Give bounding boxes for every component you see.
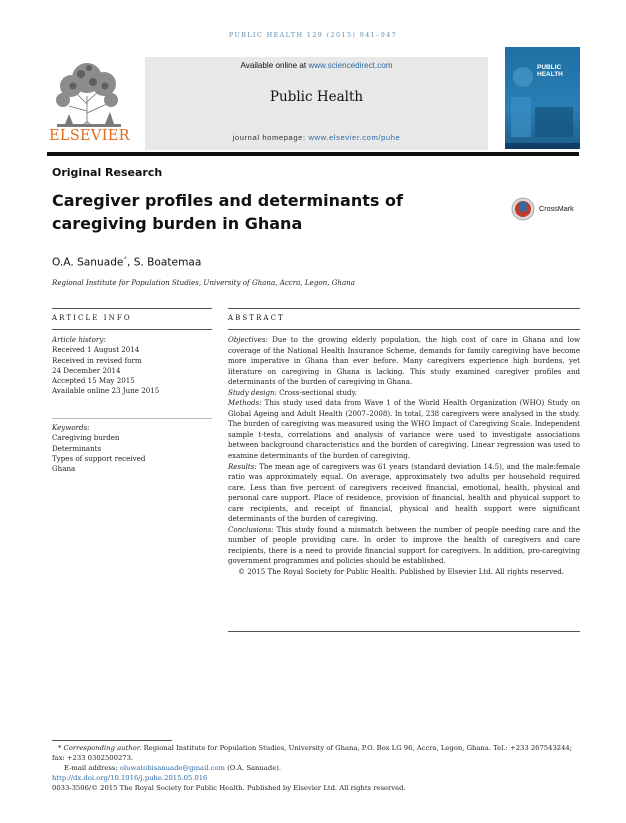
abstract-bottom-rule bbox=[228, 631, 580, 632]
article-history bbox=[52, 335, 212, 397]
history-label: Article history: bbox=[52, 335, 106, 344]
journal-homepage bbox=[145, 133, 488, 142]
journal-name: Public Health bbox=[269, 89, 364, 105]
elsevier-wordmark: ELSEVIER bbox=[49, 128, 130, 144]
keyword-item: Types of support received bbox=[52, 453, 146, 463]
email-link[interactable]: oluwatobisanuade@gmail.com bbox=[119, 764, 225, 772]
results-label: Results: bbox=[228, 461, 257, 471]
affiliation: Regional Institute for Population Studies, University of Ghana, Accra, Legon, Ghana bbox=[52, 278, 355, 287]
homepage-prefix: journal homepage: bbox=[232, 133, 309, 142]
corresponding-label: * Corresponding author. bbox=[58, 744, 142, 752]
history-item: 24 December 2014 bbox=[52, 365, 121, 375]
doi-link[interactable]: http://dx.doi.org/10.1016/j.puhe.2015.05.016 bbox=[52, 774, 208, 782]
journal-masthead bbox=[47, 47, 579, 152]
author-2[interactable]: S. Boatemaa bbox=[133, 256, 202, 269]
elsevier-tree-icon bbox=[47, 56, 131, 134]
abstract-heading: ABSTRACT bbox=[228, 314, 285, 322]
elsevier-logo[interactable] bbox=[47, 56, 131, 148]
keyword-item: Ghana bbox=[52, 464, 76, 474]
sciencedirect-link[interactable]: www.sciencedirect.com bbox=[308, 61, 393, 70]
history-item: Received in revised form bbox=[52, 355, 142, 365]
header-divider bbox=[47, 152, 579, 156]
available-online bbox=[145, 61, 488, 70]
author-1[interactable]: O.A. Sanuade bbox=[52, 256, 124, 269]
cover-title bbox=[537, 64, 563, 78]
running-head: PUBLIC HEALTH 129 (2015) 941–947 bbox=[228, 31, 398, 39]
abstract-objectives bbox=[228, 335, 580, 388]
design-text: Cross-sectional study. bbox=[279, 387, 357, 397]
conclusions-text: This study found a mismatch between the number of people needing care and the number of people providing care. In order to improve the health of caregivers and care recipients, there is a need to provide financial support for caregivers. In addition, pro-caregiving government programmes and policies should be established. bbox=[228, 524, 580, 566]
abstract-results bbox=[228, 462, 580, 525]
available-prefix: Available online at bbox=[240, 61, 309, 70]
abstract-copyright: © 2015 The Royal Society for Public Health. Published by Elsevier Ltd. All rights reserved. bbox=[238, 567, 564, 577]
abstract-conclusions bbox=[228, 525, 580, 567]
crossmark-icon bbox=[511, 197, 535, 221]
article-info-sub-rule bbox=[52, 329, 212, 330]
conclusions-label: Conclusions: bbox=[228, 524, 274, 534]
email-suffix: (O.A. Sanuade). bbox=[227, 764, 282, 772]
keyword-item: Caregiving burden bbox=[52, 433, 120, 443]
results-text: The mean age of caregivers was 61 years (standard deviation 14.5), and the male:female ratio was approximately equal. On average, approximately two adults per household required care. Less than five percent of caregivers received financial, emotional, health, physical and personal care support. Place of residence, provision of financial, health and physical support to care recipients, and receipt of financial, physical and health support were significant determinants of the burden of caregiving. bbox=[228, 461, 580, 524]
abstract-methods bbox=[228, 398, 580, 461]
article-type: Original Research bbox=[52, 166, 163, 179]
cover-title-line1: PUBLIC bbox=[537, 64, 562, 71]
footnote-rule bbox=[52, 740, 172, 741]
journal-banner bbox=[145, 57, 488, 150]
history-item: Received 1 August 2014 bbox=[52, 345, 140, 355]
history-item: Available online 23 June 2015 bbox=[52, 386, 160, 396]
history-item: Accepted 15 May 2015 bbox=[52, 376, 135, 386]
cover-title-line2: HEALTH bbox=[537, 71, 563, 78]
abstract-body bbox=[228, 335, 580, 578]
objectives-text: Due to the growing elderly population, the high cost of care in Ghana and low coverage of the National Health Insurance Scheme, demands for family caregiving have become more imperative in Ghana than ever before. Many caregivers experience high burdens, yet literature on caregiving in Ghana is lacking. This study examined caregiver profiles and determinants of the burden of caregiving in Ghana. bbox=[228, 335, 580, 387]
abstract-top-rule bbox=[228, 308, 580, 309]
cover-pattern-icon bbox=[505, 47, 580, 149]
homepage-link[interactable]: www.elsevier.com/puhe bbox=[308, 133, 401, 142]
crossmark-badge[interactable] bbox=[511, 197, 583, 221]
author-separator: , bbox=[126, 256, 134, 269]
footnotes bbox=[52, 743, 582, 793]
article-title: Caregiver profiles and determinants of caregiving burden in Ghana bbox=[52, 191, 403, 233]
journal-cover-image[interactable] bbox=[505, 47, 580, 149]
article-info-top-rule bbox=[52, 308, 212, 309]
author-list bbox=[52, 255, 201, 269]
design-label: Study design: bbox=[228, 387, 277, 397]
abstract-sub-rule bbox=[228, 329, 580, 330]
objectives-label: Objectives: bbox=[228, 335, 268, 344]
article-info-heading: ARTICLE INFO bbox=[52, 314, 132, 322]
keyword-item: Determinants bbox=[52, 443, 102, 453]
keywords-label: Keywords: bbox=[52, 423, 90, 432]
methods-label: Methods: bbox=[228, 398, 262, 408]
crossmark-label: CrossMark bbox=[539, 204, 574, 213]
methods-text: This study used data from Wave 1 of the World Health Organization (WHO) Study on Global Ageing and Adult Health (2007–2008). In total, 238 caregivers were analysed in the study. The burden of caregiving was measured using the WHO Impact of Caregiving Scale. Independent sample t-tests, correlations and analysis of variance were used to investigate associations between background characteristics and the burden of caregiving. Linear regression was used to examine determinants of the burden of caregiving. bbox=[228, 398, 580, 461]
corresponding-author-mark[interactable]: * bbox=[123, 255, 127, 263]
issn-line: 0033-3506/© 2015 The Royal Society for Public Health. Published by Elsevier Ltd. All rights reserved. bbox=[52, 784, 406, 792]
corresponding-text: Regional Institute for Population Studies, University of Ghana, P.O. Box LG 96, Accra, Legon, Ghana. Tel.: +233 267543244; fax: +233 0302500273. bbox=[52, 744, 573, 762]
abstract-design bbox=[228, 388, 580, 399]
info-divider bbox=[52, 418, 212, 419]
keywords bbox=[52, 423, 212, 474]
email-label: E-mail address: bbox=[64, 764, 118, 772]
